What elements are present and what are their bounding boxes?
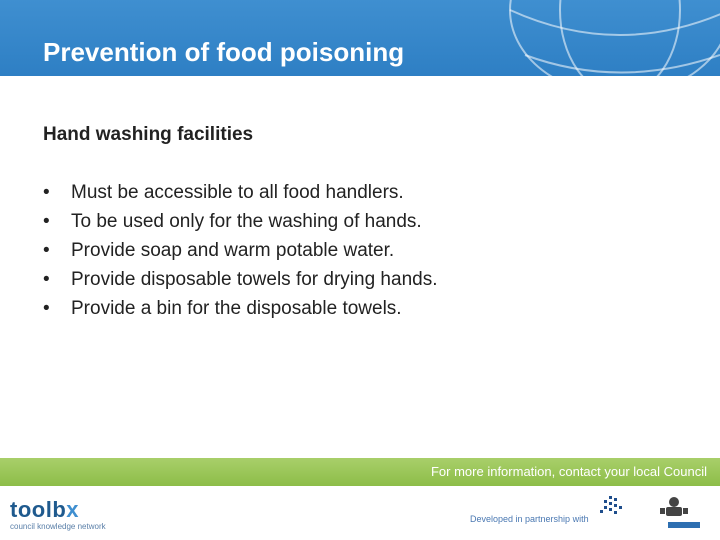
bullet-text: Provide disposable towels for drying hands. bbox=[71, 269, 438, 290]
bullet-marker: • bbox=[43, 269, 50, 290]
partner-logo-icon bbox=[592, 494, 632, 534]
globe-lines-decoration bbox=[470, 0, 720, 76]
slide-title: Prevention of food poisoning bbox=[43, 37, 405, 67]
bullet-marker: • bbox=[43, 182, 50, 203]
bullet-marker: • bbox=[43, 298, 50, 319]
bullet-item bbox=[43, 236, 437, 265]
bullet-item bbox=[43, 294, 437, 323]
bullet-text: Must be accessible to all food handlers. bbox=[71, 182, 404, 203]
footer-logos bbox=[0, 486, 720, 540]
toolbox-logo-word bbox=[10, 498, 106, 522]
toolbox-logo-word-a: toolb bbox=[10, 497, 67, 522]
bullet-marker: • bbox=[43, 240, 50, 261]
slide-header bbox=[0, 0, 720, 76]
toolbox-logo-word-b: x bbox=[66, 497, 80, 522]
bullet-text: Provide soap and warm potable water. bbox=[71, 240, 395, 261]
bullet-item bbox=[43, 207, 437, 236]
toolbox-logo bbox=[10, 498, 106, 531]
bullet-list bbox=[43, 178, 437, 323]
partnership-text: Developed in partnership with bbox=[470, 514, 589, 524]
government-crest-icon bbox=[640, 494, 708, 534]
crest-label-band bbox=[668, 522, 700, 528]
toolbox-logo-subtitle: council knowledge network bbox=[10, 522, 106, 531]
bullet-text: Provide a bin for the disposable towels. bbox=[71, 298, 402, 319]
slide-subtitle: Hand washing facilities bbox=[43, 124, 254, 145]
bullet-text: To be used only for the washing of hands. bbox=[71, 211, 422, 232]
footer-info-band bbox=[0, 458, 720, 486]
bullet-marker: • bbox=[43, 211, 50, 232]
footer-info-text: For more information, contact your local Council bbox=[430, 464, 707, 479]
bullet-item bbox=[43, 178, 437, 207]
bullet-item bbox=[43, 265, 437, 294]
